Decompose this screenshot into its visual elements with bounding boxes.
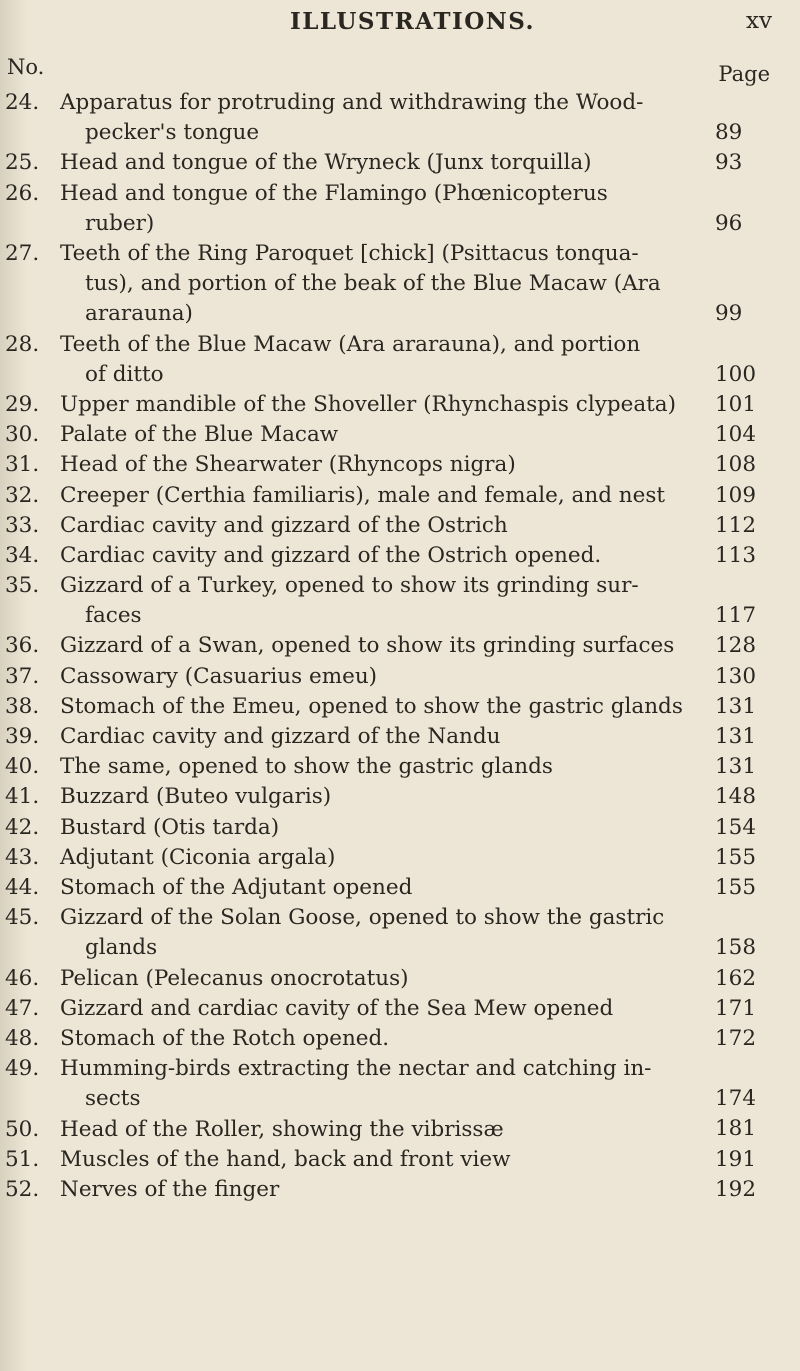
caption-line: Head and tongue of the Wryneck (Junx torquilla) <box>60 150 592 176</box>
list-item <box>0 420 800 450</box>
caption-line: Creeper (Certhia familiaris), male and female, and nest <box>60 482 666 508</box>
list-item <box>0 752 800 782</box>
caption-line: Muscles of the hand, back and front view <box>60 1146 511 1172</box>
page-ref: 89 <box>715 120 743 146</box>
caption-line: Gizzard of a Turkey, opened to show its grinding sur- <box>60 573 639 599</box>
item-caption <box>60 1175 710 1205</box>
caption-line: Stomach of the Adjutant opened <box>60 874 413 900</box>
item-caption <box>60 1115 710 1145</box>
caption-line: Head of the Roller, showing the vibrissæ <box>60 1116 504 1142</box>
item-caption <box>60 511 710 541</box>
item-number: 48. <box>5 1025 40 1051</box>
item-number: 42. <box>5 814 40 840</box>
caption-line: tus), and portion of the beak of the Blue Macaw (Ara <box>85 271 661 297</box>
caption-line: glands <box>85 935 158 961</box>
item-caption <box>60 692 710 722</box>
caption-line: Palate of the Blue Macaw <box>60 422 339 448</box>
list-item <box>0 88 800 148</box>
caption-line: ararauna) <box>85 301 193 327</box>
item-caption <box>60 903 710 963</box>
item-caption <box>60 873 710 903</box>
caption-line: Head and tongue of the Flamingo (Phœnicopterus <box>60 180 608 206</box>
caption-line: pecker's tongue <box>85 120 260 146</box>
page-ref: 181 <box>715 1116 757 1142</box>
caption-line: Cassowary (Casuarius emeu) <box>60 663 378 689</box>
list-item <box>0 782 800 812</box>
item-number: 52. <box>5 1176 40 1202</box>
column-header-no: No. <box>7 55 45 79</box>
page-ref: 155 <box>715 844 757 870</box>
caption-line: Gizzard and cardiac cavity of the Sea Mew opened <box>60 995 614 1021</box>
caption-line: Stomach of the Emeu, opened to show the gastric glands <box>60 693 683 719</box>
page-ref: 154 <box>715 814 757 840</box>
item-caption <box>60 420 710 450</box>
list-item <box>0 964 800 994</box>
item-number: 24. <box>5 90 40 115</box>
page-ref: 109 <box>715 482 757 508</box>
item-caption <box>60 813 710 843</box>
item-number: 28. <box>5 331 40 357</box>
caption-line: The same, opened to show the gastric glands <box>60 754 553 780</box>
caption-line: of ditto <box>85 361 164 387</box>
list-item <box>0 903 800 963</box>
item-caption <box>60 330 710 390</box>
item-number: 30. <box>5 422 40 448</box>
list-item <box>0 239 800 330</box>
list-item <box>0 1175 800 1205</box>
item-caption <box>60 1024 710 1054</box>
caption-line: ruber) <box>85 210 155 236</box>
page-ref: 174 <box>715 1086 757 1112</box>
page-ref: 117 <box>715 603 757 629</box>
item-number: 35. <box>5 573 40 599</box>
caption-line: Gizzard of a Swan, opened to show its grinding surfaces <box>60 633 675 659</box>
caption-line: Apparatus for protruding and withdrawing the Wood- <box>60 90 644 115</box>
page-ref: 130 <box>715 663 757 689</box>
caption-line: Upper mandible of the Shoveller (Rhynchaspis clypeata) <box>60 391 677 417</box>
caption-line: Stomach of the Rotch opened. <box>60 1025 390 1051</box>
list-item <box>0 1024 800 1054</box>
caption-line: Head of the Shearwater (Rhyncops nigra) <box>60 452 516 478</box>
caption-line: Nerves of the finger <box>60 1176 280 1202</box>
caption-line: Adjutant (Ciconia argala) <box>60 844 336 870</box>
item-caption <box>60 390 710 420</box>
list-item <box>0 571 800 631</box>
caption-line: Cardiac cavity and gizzard of the Nandu <box>60 724 501 750</box>
item-caption <box>60 450 710 480</box>
page-ref: 100 <box>715 361 757 387</box>
caption-line: Pelican (Pelecanus onocrotatus) <box>60 965 409 991</box>
item-caption <box>60 239 710 330</box>
page-ref: 108 <box>715 452 757 478</box>
page-number: xv <box>746 8 772 34</box>
page-ref: 192 <box>715 1176 757 1202</box>
item-caption <box>60 662 710 692</box>
item-number: 26. <box>5 180 40 206</box>
page-ref: 155 <box>715 874 757 900</box>
page-ref: 93 <box>715 150 743 176</box>
page-ref: 171 <box>715 995 757 1021</box>
list-item <box>0 1145 800 1175</box>
list-item <box>0 541 800 571</box>
column-header-page: Page <box>718 62 770 86</box>
caption-line: Cardiac cavity and gizzard of the Ostrich <box>60 512 508 538</box>
caption-line: Teeth of the Blue Macaw (Ara ararauna), and portion <box>60 331 641 357</box>
caption-line: Cardiac cavity and gizzard of the Ostrich opened. <box>60 542 602 568</box>
caption-line: Teeth of the Ring Paroquet [chick] (Psittacus tonqua- <box>60 240 639 266</box>
item-number: 29. <box>5 391 40 417</box>
caption-line: Gizzard of the Solan Goose, opened to show the gastric <box>60 905 665 931</box>
item-caption <box>60 1145 710 1175</box>
page-title: ILLUSTRATIONS. <box>290 8 536 35</box>
item-number: 47. <box>5 995 40 1021</box>
item-caption <box>60 782 710 812</box>
item-number: 43. <box>5 844 40 870</box>
item-number: 33. <box>5 512 40 538</box>
item-caption <box>60 722 710 752</box>
page-ref: 96 <box>715 210 743 236</box>
item-number: 37. <box>5 663 40 689</box>
list-item <box>0 1054 800 1114</box>
list-item <box>0 813 800 843</box>
item-number: 25. <box>5 150 40 176</box>
item-caption <box>60 541 710 571</box>
item-number: 38. <box>5 693 40 719</box>
item-number: 39. <box>5 724 40 750</box>
item-number: 41. <box>5 784 40 810</box>
page-ref: 148 <box>715 784 757 810</box>
caption-line: Humming-birds extracting the nectar and catching in- <box>60 1056 652 1082</box>
list-item <box>0 631 800 661</box>
list-item <box>0 179 800 239</box>
list-item <box>0 390 800 420</box>
item-number: 49. <box>5 1056 40 1082</box>
page-ref: 131 <box>715 724 757 750</box>
list-item <box>0 481 800 511</box>
item-number: 45. <box>5 905 40 931</box>
item-caption <box>60 481 710 511</box>
list-item <box>0 722 800 752</box>
item-caption <box>60 1054 710 1114</box>
list-item <box>0 994 800 1024</box>
item-number: 27. <box>5 240 40 266</box>
page-ref: 113 <box>715 542 757 568</box>
caption-line: Buzzard (Buteo vulgaris) <box>60 784 332 810</box>
page-ref: 158 <box>715 935 757 961</box>
item-caption <box>60 994 710 1024</box>
page-ref: 104 <box>715 422 757 448</box>
item-number: 34. <box>5 542 40 568</box>
list-item <box>0 662 800 692</box>
item-number: 40. <box>5 754 40 780</box>
item-caption <box>60 148 710 178</box>
page-ref: 112 <box>715 512 757 538</box>
item-number: 51. <box>5 1146 40 1172</box>
item-caption <box>60 752 710 782</box>
item-caption <box>60 843 710 873</box>
item-caption <box>60 88 710 148</box>
list-item <box>0 843 800 873</box>
illustrations-list <box>0 88 800 1205</box>
page-ref: 99 <box>715 301 743 327</box>
list-item <box>0 511 800 541</box>
list-item <box>0 1115 800 1145</box>
list-item <box>0 873 800 903</box>
item-caption <box>60 631 710 661</box>
caption-line: sects <box>85 1086 141 1112</box>
page-ref: 162 <box>715 965 757 991</box>
list-item <box>0 330 800 390</box>
item-number: 50. <box>5 1116 40 1142</box>
item-caption <box>60 571 710 631</box>
item-number: 46. <box>5 965 40 991</box>
page-ref: 131 <box>715 693 757 719</box>
item-caption <box>60 179 710 239</box>
item-number: 31. <box>5 452 40 478</box>
page-ref: 191 <box>715 1146 757 1172</box>
item-number: 36. <box>5 633 40 659</box>
running-header <box>0 8 800 48</box>
page-ref: 172 <box>715 1025 757 1051</box>
item-number: 44. <box>5 874 40 900</box>
list-item <box>0 692 800 722</box>
item-number: 32. <box>5 482 40 508</box>
page-ref: 131 <box>715 754 757 780</box>
caption-line: Bustard (Otis tarda) <box>60 814 280 840</box>
page-ref: 101 <box>715 391 757 417</box>
list-item <box>0 148 800 178</box>
page-ref: 128 <box>715 633 757 659</box>
item-caption <box>60 964 710 994</box>
caption-line: faces <box>85 603 142 629</box>
list-item <box>0 450 800 480</box>
